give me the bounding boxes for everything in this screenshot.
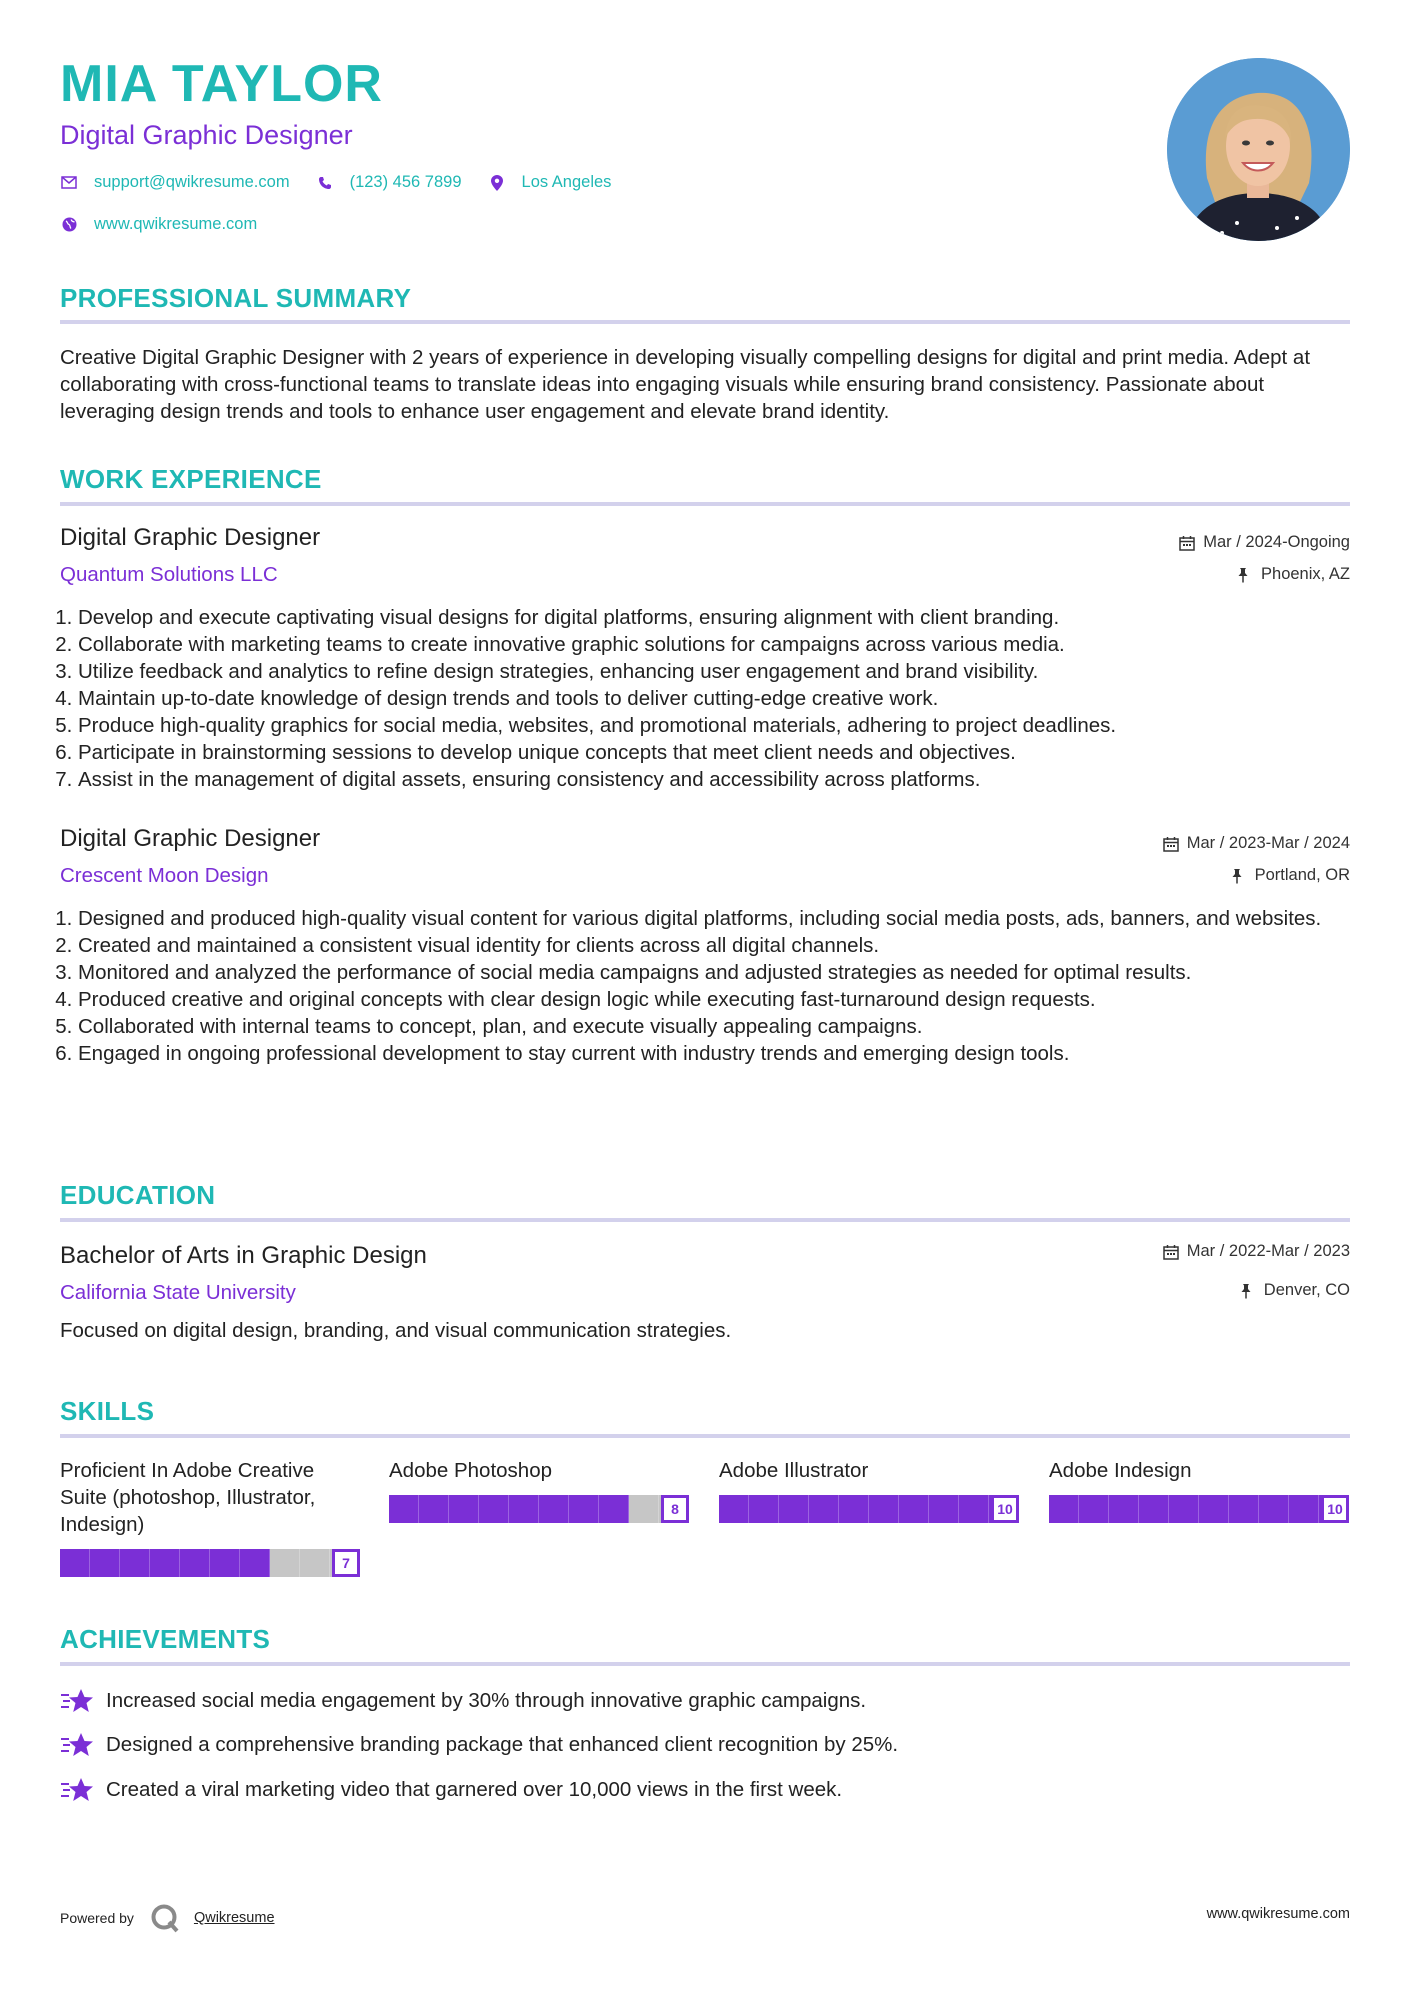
skill-bar-segment — [210, 1549, 240, 1577]
job-location — [1231, 866, 1350, 885]
summary-heading: PROFESSIONAL SUMMARY — [60, 283, 412, 313]
contact-email[interactable] — [60, 173, 290, 192]
calendar-icon — [1163, 836, 1179, 852]
skill-score: 10 — [991, 1495, 1019, 1523]
section-divider — [60, 1662, 1350, 1666]
achievement-text: Designed a comprehensive branding package that enhanced client recognition by 25%. — [106, 1733, 899, 1756]
qwikresume-logo-icon — [150, 1903, 180, 1933]
skill-bar-segment — [869, 1495, 899, 1523]
skill-bar-segment — [90, 1549, 120, 1577]
job-company: Quantum Solutions LLC — [60, 563, 278, 586]
job-location-text: Portland, OR — [1254, 866, 1350, 884]
skill-item — [60, 1457, 360, 1571]
education-description: Focused on digital design, branding, and visual communication strategies. — [60, 1319, 732, 1342]
map-pin-icon — [488, 174, 506, 192]
skill-bar-segment — [509, 1495, 539, 1523]
job-location-text: Phoenix, AZ — [1261, 565, 1350, 583]
skill-bar-segment — [1259, 1495, 1289, 1523]
achievement-item — [60, 1775, 842, 1805]
list-item: 7. Assist in the management of digital assets, ensuring consistency and accessibility across platforms. — [78, 766, 1358, 793]
pushpin-icon — [1231, 868, 1247, 884]
list-item: 6. Engaged in ongoing professional development to stay current with industry trends and emerging design tools. — [78, 1040, 1358, 1067]
skill-bar-segment — [479, 1495, 509, 1523]
skill-bar-segment — [120, 1549, 150, 1577]
section-divider — [60, 320, 1350, 324]
skill-level-bar — [1049, 1495, 1349, 1523]
skill-bar-segment — [449, 1495, 479, 1523]
list-item: 1. Designed and produced high-quality visual content for various digital platforms, including social media posts, ads, banners, and websites. — [78, 905, 1358, 932]
achievement-item — [60, 1686, 866, 1716]
footer-powered-by — [60, 1903, 275, 1933]
website-row — [60, 215, 283, 234]
list-item: 4. Produced creative and original concepts with clear design logic while executing fast-turnaround design requests. — [78, 986, 1358, 1013]
skill-item — [719, 1457, 1019, 1517]
school-name: California State University — [60, 1281, 296, 1304]
candidate-title: Digital Graphic Designer — [60, 120, 353, 150]
skill-bar-segment — [719, 1495, 749, 1523]
skill-bar-segment — [1109, 1495, 1139, 1523]
skill-score: 8 — [661, 1495, 689, 1523]
skill-bar-segment — [1169, 1495, 1199, 1523]
phone-icon — [316, 174, 334, 192]
list-item: 2. Collaborate with marketing teams to create innovative graphic solutions for campaigns across various media. — [78, 631, 1358, 658]
skill-bar-segment — [1199, 1495, 1229, 1523]
education-dates-text: Mar / 2022-Mar / 2023 — [1186, 1242, 1350, 1260]
job-bullets — [60, 905, 1358, 1067]
skill-name: Adobe Photoshop — [389, 1459, 552, 1482]
section-divider — [60, 1218, 1350, 1222]
skill-bar-segment — [1289, 1495, 1319, 1523]
summary-text: Creative Digital Graphic Designer with 2 years of experience in developing visually compelling designs for digital and print media. Adept at collaborating with cross-functional teams to translate ideas into engaging visuals while ensuring brand consistency. Passionate about leveraging design trends and tools to enhance user engagement and elevate brand identity. — [60, 346, 1311, 423]
skill-bar-segment — [60, 1549, 90, 1577]
job-location — [1237, 565, 1350, 584]
experience-heading: WORK EXPERIENCE — [60, 464, 322, 494]
job-dates-text: Mar / 2024-Ongoing — [1203, 533, 1350, 551]
skill-bar-segment — [240, 1549, 270, 1577]
skill-bar-segment — [749, 1495, 779, 1523]
skill-level-bar — [719, 1495, 1019, 1523]
education-heading: EDUCATION — [60, 1180, 216, 1210]
job-title: Digital Graphic Designer — [60, 825, 321, 852]
pushpin-icon — [1237, 567, 1253, 583]
skill-name: Adobe Illustrator — [719, 1459, 869, 1482]
skill-bar-segment — [180, 1549, 210, 1577]
skill-bar-segment — [929, 1495, 959, 1523]
skill-bar-segment — [1229, 1495, 1259, 1523]
list-item: 4. Maintain up-to-date knowledge of design trends and tools to deliver cutting-edge creative work. — [78, 685, 1358, 712]
degree-title: Bachelor of Arts in Graphic Design — [60, 1242, 427, 1269]
skill-name: Adobe Indesign — [1049, 1459, 1192, 1482]
resume-page — [60, 0, 1350, 1990]
globe-icon — [60, 216, 78, 234]
footer-website[interactable]: www.qwikresume.com — [1206, 1906, 1350, 1922]
contact-website[interactable] — [60, 215, 257, 234]
list-item: 3. Monitored and analyzed the performance of social media campaigns and adjusted strategies as needed for optimal results. — [78, 959, 1358, 986]
list-item: 2. Created and maintained a consistent visual identity for clients across all digital channels. — [78, 932, 1358, 959]
shooting-star-icon — [60, 1775, 94, 1805]
list-item: 5. Collaborated with internal teams to concept, plan, and execute visually appealing campaigns. — [78, 1013, 1358, 1040]
phone-text: (123) 456 7899 — [349, 173, 462, 191]
skill-item — [389, 1457, 689, 1517]
shooting-star-icon — [60, 1686, 94, 1716]
skill-bar-segment — [1139, 1495, 1169, 1523]
achievement-text: Created a viral marketing video that garnered over 10,000 views in the first week. — [106, 1778, 843, 1801]
skill-bar-segment — [389, 1495, 419, 1523]
envelope-icon — [60, 174, 78, 192]
qwikresume-link[interactable]: Qwikresume — [193, 1910, 275, 1926]
job-bullets — [60, 604, 1358, 793]
job-company: Crescent Moon Design — [60, 864, 269, 887]
email-text: support@qwikresume.com — [94, 173, 290, 191]
education-dates — [1163, 1242, 1350, 1261]
skill-bar-segment — [629, 1495, 659, 1523]
contact-location — [488, 173, 612, 192]
list-item: 5. Produce high-quality graphics for social media, websites, and promotional materials, adhering to project deadlines. — [78, 712, 1358, 739]
pushpin-icon — [1240, 1283, 1256, 1299]
skill-bar-segment — [599, 1495, 629, 1523]
skill-bar-segment — [419, 1495, 449, 1523]
skill-bar-segment — [809, 1495, 839, 1523]
skill-bar-segment — [1079, 1495, 1109, 1523]
powered-by-label: Powered by — [60, 1910, 134, 1926]
skill-item — [1049, 1457, 1349, 1517]
skill-bar-segment — [959, 1495, 989, 1523]
skill-bar-segment — [150, 1549, 180, 1577]
section-divider — [60, 1434, 1350, 1438]
calendar-icon — [1163, 1244, 1179, 1260]
skill-score: 10 — [1321, 1495, 1349, 1523]
skill-bar-segment — [779, 1495, 809, 1523]
contact-row — [60, 173, 637, 192]
job-dates — [1163, 834, 1350, 853]
candidate-name: MIA TAYLOR — [60, 55, 383, 113]
skill-score: 7 — [332, 1549, 360, 1577]
skill-level-bar — [60, 1549, 360, 1577]
contact-phone[interactable] — [316, 173, 462, 192]
achievements-heading: ACHIEVEMENTS — [60, 1624, 271, 1654]
skill-bar-segment — [270, 1549, 300, 1577]
job-title: Digital Graphic Designer — [60, 524, 321, 551]
skill-level-bar — [389, 1495, 689, 1523]
list-item: 3. Utilize feedback and analytics to refine design strategies, enhancing user engagement and brand visibility. — [78, 658, 1358, 685]
website-text: www.qwikresume.com — [94, 215, 258, 233]
job-dates-text: Mar / 2023-Mar / 2024 — [1186, 834, 1350, 852]
location-text: Los Angeles — [521, 173, 612, 191]
skill-bar-segment — [300, 1549, 330, 1577]
job-dates — [1179, 533, 1350, 552]
achievement-item — [60, 1730, 898, 1760]
list-item: 6. Participate in brainstorming sessions to develop unique concepts that meet client needs and objectives. — [78, 739, 1358, 766]
skill-bar-segment — [1049, 1495, 1079, 1523]
section-divider — [60, 502, 1350, 506]
calendar-icon — [1179, 535, 1195, 551]
profile-photo — [1167, 58, 1350, 241]
achievement-text: Increased social media engagement by 30% through innovative graphic campaigns. — [106, 1689, 867, 1712]
skill-bar-segment — [839, 1495, 869, 1523]
list-item: 1. Develop and execute captivating visual designs for digital platforms, ensuring alignment with client branding. — [78, 604, 1358, 631]
skills-heading: SKILLS — [60, 1396, 155, 1426]
skill-bar-segment — [899, 1495, 929, 1523]
skill-name: Proficient In Adobe Creative Suite (photoshop, Illustrator, Indesign) — [60, 1459, 316, 1536]
shooting-star-icon — [60, 1730, 94, 1760]
skill-bar-segment — [569, 1495, 599, 1523]
education-location-text: Denver, CO — [1263, 1281, 1350, 1299]
education-location — [1240, 1281, 1350, 1300]
skill-bar-segment — [539, 1495, 569, 1523]
